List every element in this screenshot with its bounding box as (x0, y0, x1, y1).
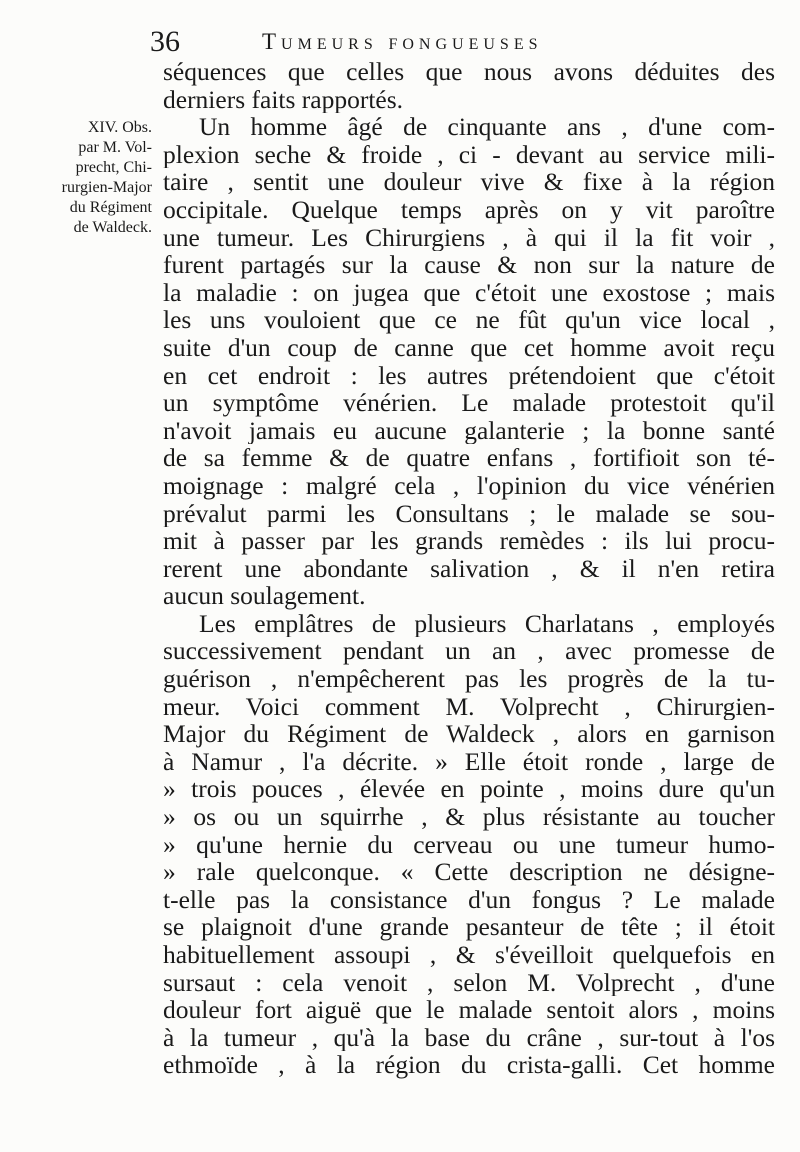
text-line: en cet endroit : les autres prétendoient que c'étoit (163, 361, 775, 390)
text-line: de sa femme & de quatre enfans , fortifioit son té- (163, 444, 775, 472)
text-line: guérison , n'empêcherent pas les progrès de la tu- (163, 665, 775, 693)
text-line: t-elle pas la consistance d'un fongus ? Le malade (163, 885, 775, 914)
text-line: successivement pendant un an , avec promesse de (163, 637, 775, 666)
text-line: moignage : malgré cela , l'opinion du vice vénérien (163, 471, 775, 500)
text-line: ethmoïde , à la région du crista-galli. Cet homme (163, 1051, 775, 1079)
text-line: Un homme âgé de cinquante ans , d'une com- (199, 113, 775, 141)
text-line: la maladie : on jugea que c'étoit une exostose ; mais (163, 278, 775, 307)
text-line: derniers faits rapportés. (163, 85, 404, 114)
text-line: se plaignoit d'une grande pesanteur de tête ; il étoit (163, 913, 775, 941)
page-number: 36 (150, 25, 180, 58)
text-line: une tumeur. Les Chirurgiens , à qui il la fit voir , (163, 223, 775, 252)
text-line: habituellement assoupi , & s'éveilloit quelquefois en (163, 941, 775, 969)
text-line: à Namur , l'a décrite. » Elle étoit ronde , large de (163, 747, 775, 776)
running-title: Tumeurs fongueuses (262, 29, 543, 54)
text-line: » trois pouces , élevée en pointe , moins dure qu'un (163, 775, 775, 804)
running-head (150, 22, 770, 62)
text-line: rerent une abondante salivation , & il n'en retira (163, 554, 775, 583)
text-line: » os ou un squirrhe , & plus résistante au toucher (163, 803, 775, 831)
text-line: meur. Voici comment M. Volprecht , Chirurgien- (163, 692, 775, 721)
margin-note-line: du Régiment (69, 199, 152, 216)
text-line: mit à passer par les grands remèdes : ils lui procu- (163, 527, 775, 555)
margin-note-line: de Waldeck. (73, 219, 152, 236)
text-line: douleur fort aiguë que le malade sentoit alors , moins (163, 996, 775, 1024)
text-line: Major du Régiment de Waldeck , alors en garnison (163, 720, 775, 748)
text-line: n'avoit jamais eu aucune galanterie ; la bonne santé (163, 416, 775, 445)
body-text (163, 58, 775, 1079)
text-line: » rale quelconque. « Cette description ne désigne- (163, 858, 775, 886)
text-line: les uns vouloient que ce ne fût qu'un vice local , (163, 306, 775, 334)
margin-note-line: rurgien-Major (61, 179, 152, 196)
text-line: suite d'un coup de canne que cet homme avoit reçu (163, 333, 775, 362)
text-line: taire , sentit une douleur vive & fixe à la région (163, 168, 775, 196)
margin-note-line: par M. Vol- (78, 139, 152, 156)
text-line: aucun soulagement. (163, 582, 366, 610)
text-line: à la tumeur , qu'à la base du crâne , sur-tout à l'os (163, 1023, 775, 1052)
text-line: prévalut parmi les Consultans ; le malade se sou- (163, 499, 775, 528)
text-line: Les emplâtres de plusieurs Charlatans , employés (199, 609, 775, 638)
text-line: furent partagés sur la cause & non sur la nature de (163, 251, 775, 279)
margin-note (14, 118, 152, 238)
margin-note-line: XIV. Obs. (87, 119, 152, 136)
text-line: occipitale. Quelque temps après on y vit paroître (163, 195, 775, 224)
text-line: séquences que celles que nous avons déduites des (163, 58, 775, 86)
margin-note-line: precht, Chi- (75, 159, 152, 176)
text-line: » qu'une hernie du cerveau ou une tumeur humo- (163, 830, 775, 859)
text-line: plexion seche & froide , ci - devant au service mili- (163, 140, 775, 169)
text-line: sursaut : cela venoit , selon M. Volprecht , d'une (163, 968, 775, 997)
text-line: un symptôme vénérien. Le malade protestoit qu'il (163, 389, 775, 417)
